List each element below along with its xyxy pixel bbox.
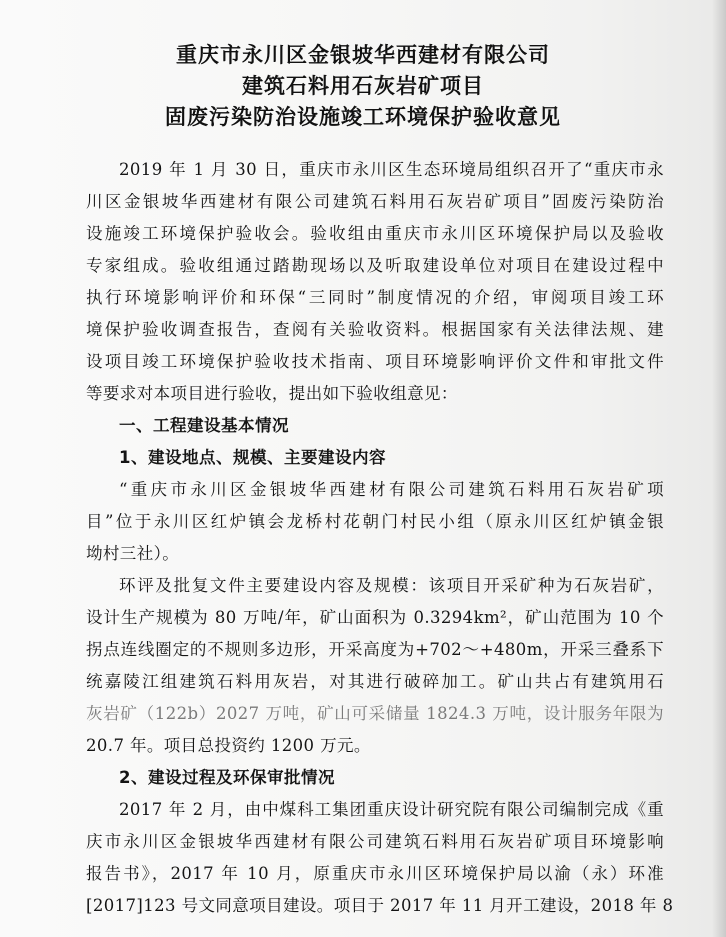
location-line: 坳村三社）。	[86, 544, 180, 563]
intro-line: 川区金银坡华西建材有限公司建筑石料用石灰岩矿项目”固废污染防治	[86, 192, 664, 211]
approval-paragraph	[86, 794, 674, 922]
intro-line: 专家组成。验收组通过踏勘现场以及听取建设单位对项目在建设过程中	[86, 256, 664, 275]
approval-line: 庆市永川区金银坡华西建材有限公司建筑石料用石灰岩矿项目环境影响	[86, 832, 664, 851]
subsection-heading-1: 1、建设地点、规模、主要建设内容	[119, 448, 386, 467]
intro-line: 2019 年 1 月 30 日，重庆市永川区生态环境局组织召开了“重庆市永	[119, 160, 664, 179]
intro-line: 境保护验收调查报告，查阅有关验收资料。根据国家有关法律法规、建	[86, 320, 664, 339]
scale-line: 环评及批复文件主要建设内容及规模：该项目开采矿种为石灰岩矿，	[119, 576, 664, 595]
intro-line: 设施竣工环境保护验收会。验收组由重庆市永川区环境保护局以及验收	[86, 224, 664, 243]
title-line-2: 建筑石料用石灰岩矿项目	[242, 74, 484, 98]
document-title	[0, 40, 726, 133]
approval-line: 报告书》，2017 年 10 月，原重庆市永川区环境保护局以渝（永）环准	[86, 864, 664, 883]
scale-line: 灰岩矿（122b）2027 万吨，矿山可采储量 1824.3 万吨，设计服务年限为	[86, 704, 664, 723]
page-edge-shadow	[712, 0, 726, 937]
location-line: “重庆市永川区金银坡华西建材有限公司建筑石料用石灰岩矿项	[119, 480, 664, 499]
location-paragraph	[86, 474, 664, 570]
subsection-heading-2: 2、建设过程及环保审批情况	[119, 768, 335, 787]
scale-line: 设计生产规模为 80 万吨/年，矿山面积为 0.3294km²，矿山范围为 10 个	[86, 608, 664, 627]
location-line: 目”位于永川区红炉镇会龙桥村花朝门村民小组（原永川区红炉镇金银	[86, 512, 664, 531]
scale-line: 统嘉陵江组建筑石料用灰岩，对其进行破碎加工。矿山共占有建筑用石	[86, 672, 664, 691]
intro-line: 执行环境影响评价和环保“三同时”制度情况的介绍，审阅项目竣工环	[86, 288, 664, 307]
section-heading-1: 一、工程建设基本情况	[119, 416, 289, 435]
scale-line: 20.7 年。项目总投资约 1200 万元。	[86, 736, 371, 755]
intro-line: 等要求对本项目进行验收，提出如下验收组意见：	[86, 384, 458, 403]
scale-paragraph	[86, 570, 664, 762]
intro-paragraph	[86, 154, 664, 410]
title-line-3: 固废污染防治设施竣工环境保护验收意见	[165, 105, 561, 129]
scale-line: 拐点连线圈定的不规则多边形，开采高度为+702～+480m，开采三叠系下	[86, 640, 664, 659]
intro-line: 设项目竣工环境保护验收技术指南、项目环境影响评价文件和审批文件	[86, 352, 664, 371]
document-body	[86, 154, 674, 922]
approval-line: 2017 年 2 月，由中煤科工集团重庆设计研究院有限公司编制完成《重	[119, 800, 664, 819]
approval-line: [2017]123 号文同意项目建设。项目于 2017 年 11 月开工建设，2018 年 8	[86, 896, 674, 915]
title-line-1: 重庆市永川区金银坡华西建材有限公司	[176, 43, 550, 67]
